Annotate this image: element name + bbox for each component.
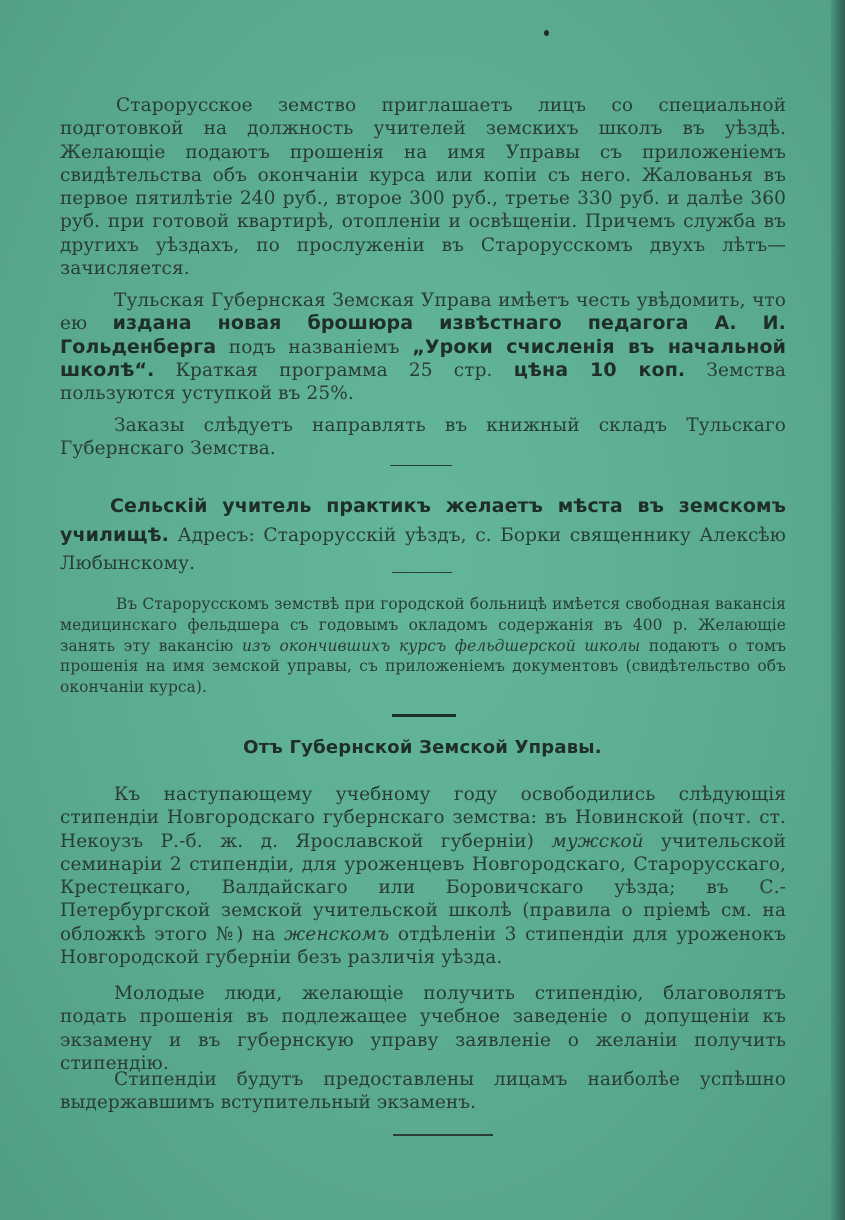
section-p1-b: учительской семинаріи 2 стипендіи, для уроженцевъ Новгородскаго, Старорусскаго, Крестецкаго, Валдайскаго или Боровичскаго уѣзда; въ С.-Петербургской земской учительской школѣ (правила о пріемѣ см. на обложкѣ этого №) на (60, 830, 786, 945)
ink-dot (544, 30, 549, 36)
ad-tula-brochure (60, 289, 786, 405)
ad3-address: Адресъ: Старорусскій уѣздъ, с. Борки священнику Алексѣю Любынскому. (60, 525, 787, 574)
ad2-mid1: подъ названіемъ (228, 336, 400, 358)
section-p1-a: Къ наступающему учебному году освободились слѣдующія стипендіи Новгородскаго губернскаго земства: въ Новинской (почт. ст. Некоузъ Р.-б. ж. д. Ярославской губерніи) (60, 784, 786, 852)
section-title: Отъ Губернской Земской Управы. (243, 737, 602, 758)
section-p1-male: мужской (551, 830, 644, 852)
section-application-paragraph: Молодые люди, желающіе получить стипендію, благоволятъ подать прошенія въ подлежащее учебное заведеніе о допущеніи къ экзамену и въ губернскую управу заявленіе о желаніи получить стипендію. (60, 983, 786, 1074)
page-edge-shadow (831, 0, 845, 1220)
divider-4 (393, 1134, 493, 1136)
ad2-orders: Заказы слѣдуетъ направлять въ книжный складъ Тульскаго Губернскаго Земства. (60, 415, 786, 460)
ad-teachers-starorussky: Старорусское земство приглашаетъ лицъ со специальной подготовкой на должность учителей земскихъ школъ въ уѣздѣ. Желающіе подаютъ прошенія на имя Управы съ приложеніемъ свидѣтельства объ окончаніи курса или копіи съ него. Жалованья въ первое пятилѣтіе 240 руб., второе 300 руб., третье 330 руб. и далѣе 360 руб. при готовой квартирѣ, отопленіи и освѣщеніи. Причемъ служба въ другихъ уѣздахъ, по прослуженіи въ Старорусскомъ двухъ лѣтъ—зачисляется. (60, 95, 786, 280)
ad4-text1: Въ Старорусскомъ земствѣ при городской больницѣ имѣется свободная вакансія медицинскаго фельдшера съ годовымъ окладомъ содержанія въ 400 р. Желающіе занять эту вакансію (60, 595, 786, 655)
section-stipends-paragraph (60, 783, 786, 969)
divider-2 (392, 572, 452, 573)
ad2-mid2: Краткая программа 25 стр. (175, 359, 493, 381)
ad2-bold-title: „Уроки счисленія въ начальной школѣ“. (60, 335, 787, 381)
divider-1 (390, 465, 452, 466)
ad-feldsher-vacancy (60, 594, 786, 698)
divider-3 (392, 714, 456, 717)
section-award-paragraph: Стипендіи будутъ предоставлены лицамъ наиболѣе успѣшно выдержавшимъ вступительный экзаменъ. (60, 1069, 786, 1114)
ad-rural-teacher (60, 492, 786, 578)
ad2-end: Земства пользуются уступкой въ 25%. (60, 359, 787, 405)
ad4-text2: подаютъ о томъ прошенія на имя земской управы, съ приложеніемъ документовъ (свидѣтельство объ окончаніи курса). (60, 636, 787, 697)
ad3-bold: Сельскій учитель практикъ желаетъ мѣста въ земскомъ училищѣ. (60, 495, 786, 546)
section-p1-c: отдѣленіи 3 стипендіи для уроженокъ Новгородской губерніи безъ различія уѣзда. (60, 923, 786, 969)
ad2-bold-price: цѣна 10 коп. (513, 358, 686, 381)
ad2-bold-brochure: издана новая брошюра извѣстнаго педагога А. И. Гольденберга (60, 312, 787, 358)
ad2-intro: Тульская Губернская Земская Управа имѣетъ честь увѣдомить, что ею (60, 290, 786, 335)
ad4-italic: изъ окончившихъ курсъ фельдшерской школы (242, 636, 641, 655)
section-p1-female: женскомъ (284, 923, 390, 945)
